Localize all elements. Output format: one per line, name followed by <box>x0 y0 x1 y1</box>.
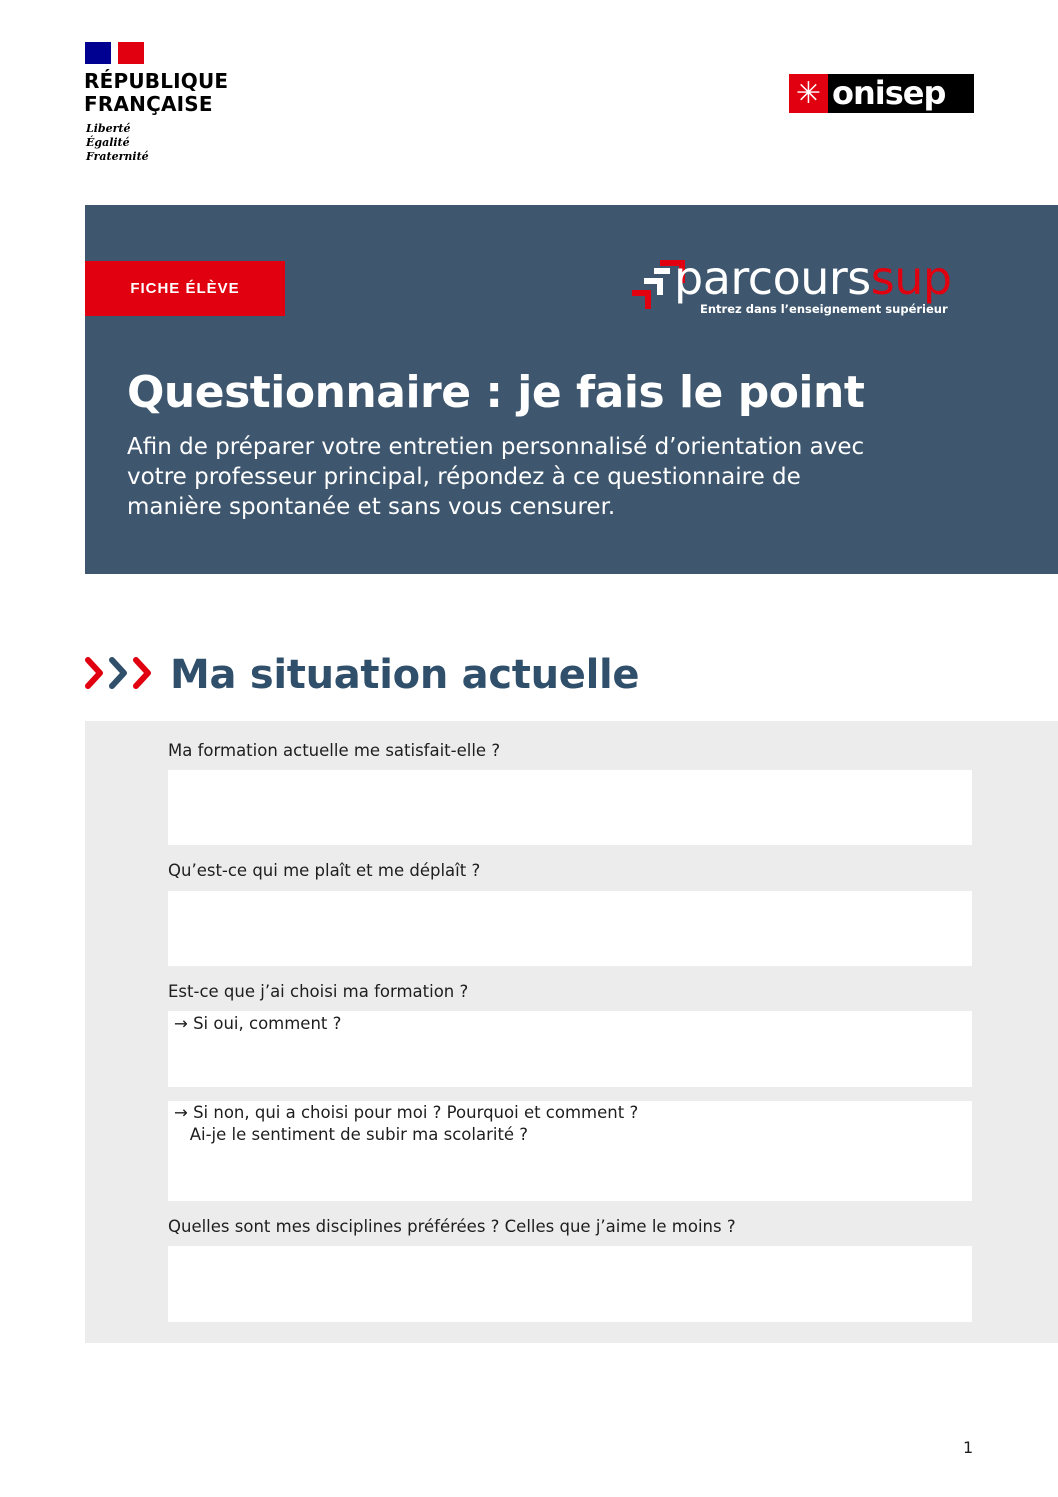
motto-fraternite: Fraternité <box>86 150 149 163</box>
question-disciplines: Quelles sont mes disciplines préférées ? Celles que j’aime le moins ? <box>168 1217 736 1236</box>
republique-francaise-flag-icon <box>85 42 144 64</box>
answer-field-disciplines[interactable] <box>168 1246 972 1322</box>
republique-francaise-motto <box>86 122 176 164</box>
rf-name-line2: FRANÇAISE <box>84 92 213 116</box>
triple-chevron-icon <box>84 656 158 690</box>
onisep-logo-text: onisep <box>832 74 946 112</box>
question-choix-formation: Est-ce que j’ai choisi ma formation ? <box>168 982 469 1001</box>
sub-question-si-oui: → Si oui, comment ? <box>174 1014 342 1033</box>
page-number: 1 <box>963 1438 974 1457</box>
rf-name-line1: RÉPUBLIQUE <box>84 69 229 93</box>
parcoursup-tagline: Entrez dans l’enseignement supérieur <box>700 302 948 316</box>
fiche-eleve-tag: FICHE ÉLÈVE <box>85 261 285 316</box>
question-formation-satisfaction: Ma formation actuelle me satisfait-elle ? <box>168 741 501 760</box>
sub-question-si-non-line1: → Si non, qui a choisi pour moi ? Pourquoi et comment ? <box>174 1103 639 1122</box>
onisep-logo <box>789 74 974 113</box>
onisep-mark-icon: ✳ <box>789 74 828 113</box>
parcoursup-logo-text <box>674 250 952 306</box>
intro-text: Afin de préparer votre entretien personnalisé d’orientation avec votre professeur principal, répondez à ce questionnaire de manière spontanée et sans vous censurer. <box>127 434 865 520</box>
page-title: Questionnaire : je fais le point <box>127 367 865 418</box>
parcoursup-up: up <box>894 251 952 305</box>
answer-field-formation-satisfaction[interactable] <box>168 770 972 845</box>
parcoursup-word: parcours <box>674 251 871 305</box>
sub-question-si-non-line2: Ai-je le sentiment de subir ma scolarité ? <box>174 1125 529 1144</box>
parcoursup-s: s <box>870 251 895 305</box>
motto-egalite: Égalité <box>86 136 130 149</box>
section-title: Ma situation actuelle <box>170 652 640 698</box>
motto-liberte: Liberté <box>86 122 131 135</box>
question-plait-deplait: Qu’est-ce qui me plaît et me déplaît ? <box>168 861 481 880</box>
republique-francaise-name <box>84 70 264 116</box>
answer-field-plait-deplait[interactable] <box>168 891 972 966</box>
